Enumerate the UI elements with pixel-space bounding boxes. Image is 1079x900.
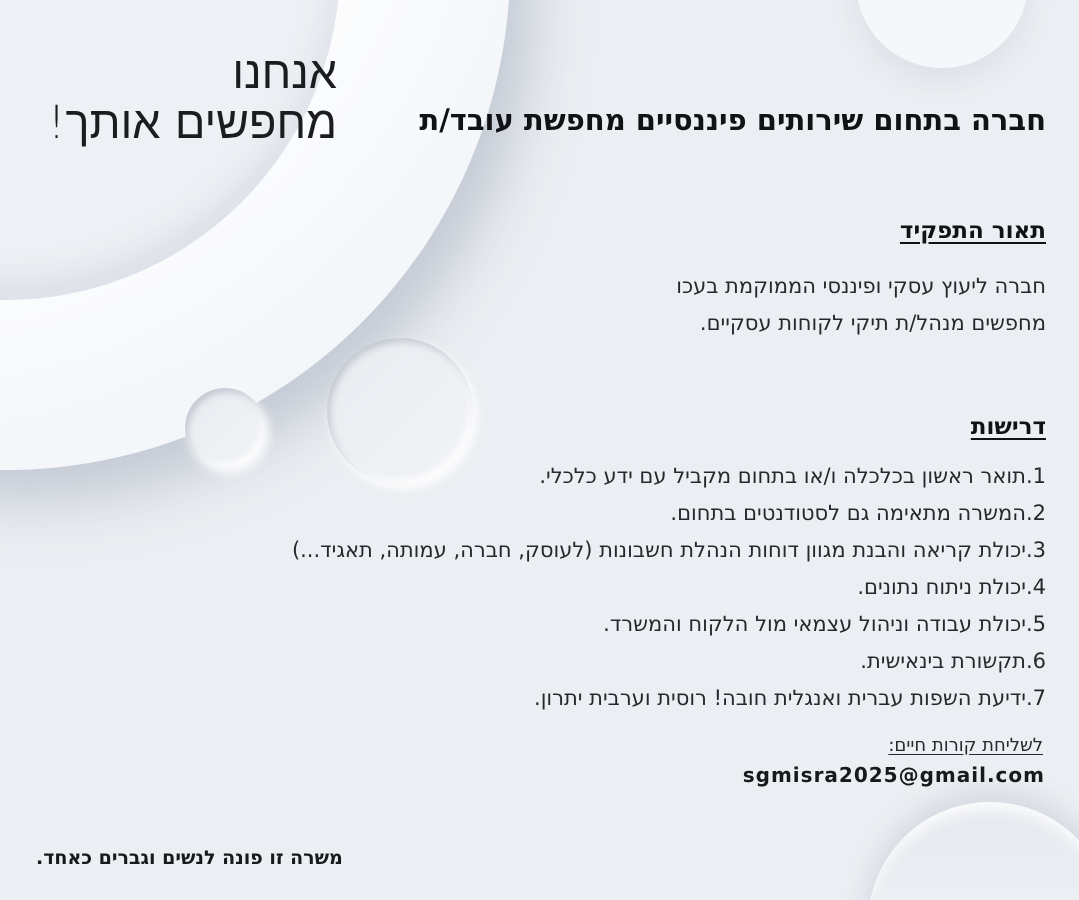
requirement-item: 5.יכולת עבודה וניהול עצמאי מול הלקוח והמשרד. xyxy=(603,612,1046,636)
requirement-item: 3.יכולת קריאה והבנת מגוון דוחות הנהלת חשבונות (לעוסק, חברה, עמותה, תאגיד...) xyxy=(291,538,1046,562)
requirement-item: 2.המשרה מתאימה גם לסטודנטים בתחום. xyxy=(670,501,1046,525)
small-circle-decoration xyxy=(185,388,265,468)
cv-submission-label: לשליחת קורות חיים: xyxy=(888,735,1043,756)
job-description-heading: תאור התפקיד xyxy=(899,218,1046,244)
requirement-item: 4.יכולת ניתוח נתונים. xyxy=(857,575,1046,599)
bottom-right-circle-decoration xyxy=(868,802,1079,900)
requirements-list xyxy=(292,458,1046,717)
page-title: חברה בתחום שירותים פיננסיים מחפשת עובד/ת xyxy=(419,103,1046,137)
requirement-item: 1.תואר ראשון בכלכלה ו/או בתחום מקביל עם ידע כלכלי. xyxy=(539,464,1046,488)
headline-line-2: מחפשים אותך! xyxy=(47,96,337,149)
requirements-heading: דרישות xyxy=(970,414,1046,440)
headline-line-1: אנחנו xyxy=(232,46,337,99)
headline xyxy=(0,48,337,148)
job-description-text xyxy=(676,268,1046,342)
job-description-line: חברה ליעוץ עסקי ופיננסי הממוקמת בעכו xyxy=(676,274,1046,298)
requirement-item: 7.ידיעת השפות עברית ואנגלית חובה! רוסית וערבית יתרון. xyxy=(534,686,1046,710)
job-description-line: מחפשים מנהל/ת תיקי לקוחות עסקיים. xyxy=(699,311,1046,335)
requirement-item: 6.תקשורת בינאישית. xyxy=(860,649,1046,673)
email-address: sgmisra2025@gmail.com xyxy=(742,763,1045,787)
equality-note: משרה זו פונה לנשים וגברים כאחד. xyxy=(36,847,343,869)
top-right-circle-decoration xyxy=(856,0,1028,68)
